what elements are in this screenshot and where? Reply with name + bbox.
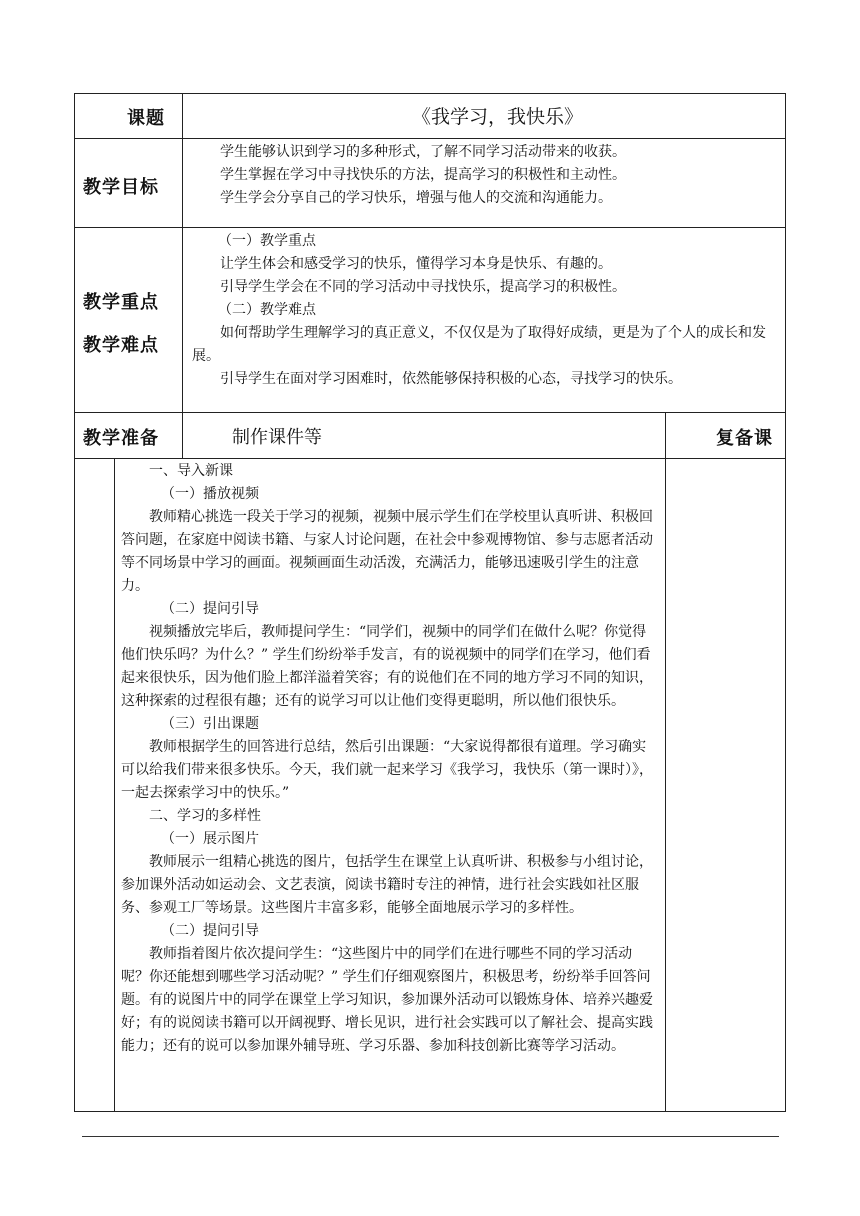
objectives-block <box>192 141 777 210</box>
difficulty-label: 教学难点 <box>83 335 159 356</box>
topic-label: 课题 <box>127 108 165 129</box>
row-divider <box>74 138 786 139</box>
table-border-bottom <box>74 1111 786 1112</box>
process-subheading: （二）提问引导 <box>161 923 259 939</box>
objective-item: 学生学会分享自己的学习快乐，增强与他人的交流和沟通能力。 <box>220 190 612 206</box>
topic-value: 《我学习，我快乐》 <box>412 106 584 128</box>
table-border-top <box>74 93 786 94</box>
focus-item: 引导学生学会在不同的学习活动中寻找快乐，提高学习的积极性。 <box>220 279 626 295</box>
process-subheading: （二）提问引导 <box>161 601 259 617</box>
focus-heading: （一）教学重点 <box>218 233 316 249</box>
table-border-left <box>74 93 75 1112</box>
process-heading: 二、学习的多样性 <box>149 808 261 824</box>
process-subheading: （一）展示图片 <box>161 831 259 847</box>
focus-item: 让学生体会和感受学习的快乐，懂得学习本身是快乐、有趣的。 <box>220 256 612 272</box>
prep-label: 教学准备 <box>83 428 159 449</box>
objectives-label: 教学目标 <box>83 177 159 198</box>
process-left-divider <box>114 458 115 1112</box>
process-paragraph: 视频播放完毕后，教师提问学生：“同学们，视频中的同学们在做什么呢？你觉得他们快乐吗？为什么？” 学生们纷纷举手发言，有的说视频中的同学们在学习，他们看起来很快乐，因为他们脸上都洋溢着笑容；有的说他们在不同的地方学习不同的知识，这种探索的过程很有趣；还有的说学习可以让他们变得更聪明，所以他们很快乐。 <box>121 624 653 709</box>
review-label: 复备课 <box>716 428 773 449</box>
teaching-process-block <box>121 460 659 1058</box>
prep-review-divider <box>665 412 666 1112</box>
focus-difficulty-block <box>192 230 780 391</box>
row-divider <box>74 227 786 228</box>
process-subheading: （三）引出课题 <box>161 716 259 732</box>
process-paragraph: 教师精心挑选一段关于学习的视频，视频中展示学生们在学校里认真听讲、积极回答问题，在家庭中阅读书籍、与家人讨论问题，在社会中参观博物馆、参与志愿者活动等不同场景中学习的画面。视频画面生动活泼，充满活力，能够迅速吸引学生的注意力。 <box>121 509 653 594</box>
row-divider <box>74 412 786 413</box>
prep-value: 制作课件等 <box>232 427 322 448</box>
objective-item: 学生掌握在学习中寻找快乐的方法，提高学习的积极性和主动性。 <box>220 167 626 183</box>
label-column-divider <box>182 93 183 458</box>
focus-label: 教学重点 <box>83 292 159 313</box>
process-subheading: （一）播放视频 <box>161 486 259 502</box>
footer-rule <box>82 1136 779 1137</box>
process-heading: 一、导入新课 <box>149 463 233 479</box>
table-border-right <box>785 93 786 1112</box>
process-paragraph: 教师展示一组精心挑选的图片，包括学生在课堂上认真听讲、积极参与小组讨论，参加课外活动如运动会、文艺表演，阅读书籍时专注的神情，进行社会实践如社区服务、参观工厂等场景。这些图片丰富多彩，能够全面地展示学习的多样性。 <box>121 854 653 916</box>
difficulty-item: 如何帮助学生理解学习的真正意义，不仅仅是为了取得好成绩，更是为了个人的成长和发展。 <box>192 325 766 364</box>
objective-item: 学生能够认识到学习的多种形式，了解不同学习活动带来的收获。 <box>220 144 626 160</box>
difficulty-item: 引导学生在面对学习困难时，依然能够保持积极的心态，寻找学习的快乐。 <box>220 371 682 387</box>
row-divider <box>74 458 786 459</box>
difficulty-heading: （二）教学难点 <box>218 302 316 318</box>
process-paragraph: 教师根据学生的回答进行总结，然后引出课题：“大家说得都很有道理。学习确实可以给我们带来很多快乐。今天，我们就一起来学习《我学习，我快乐（第一课时）》，一起去探索学习中的快乐。” <box>121 739 653 801</box>
process-paragraph: 教师指着图片依次提问学生：“这些图片中的同学们在进行哪些不同的学习活动呢？你还能想到哪些学习活动呢？” 学生们仔细观察图片，积极思考，纷纷举手回答问题。有的说图片中的同学在课堂上学习知识，参加课外活动可以锻炼身体、培养兴趣爱好；有的说阅读书籍可以开阔视野、增长见识，进行社会实践可以了解社会、提高实践能力；还有的说可以参加课外辅导班、学习乐器、参加科技创新比赛等学习活动。 <box>121 946 653 1054</box>
